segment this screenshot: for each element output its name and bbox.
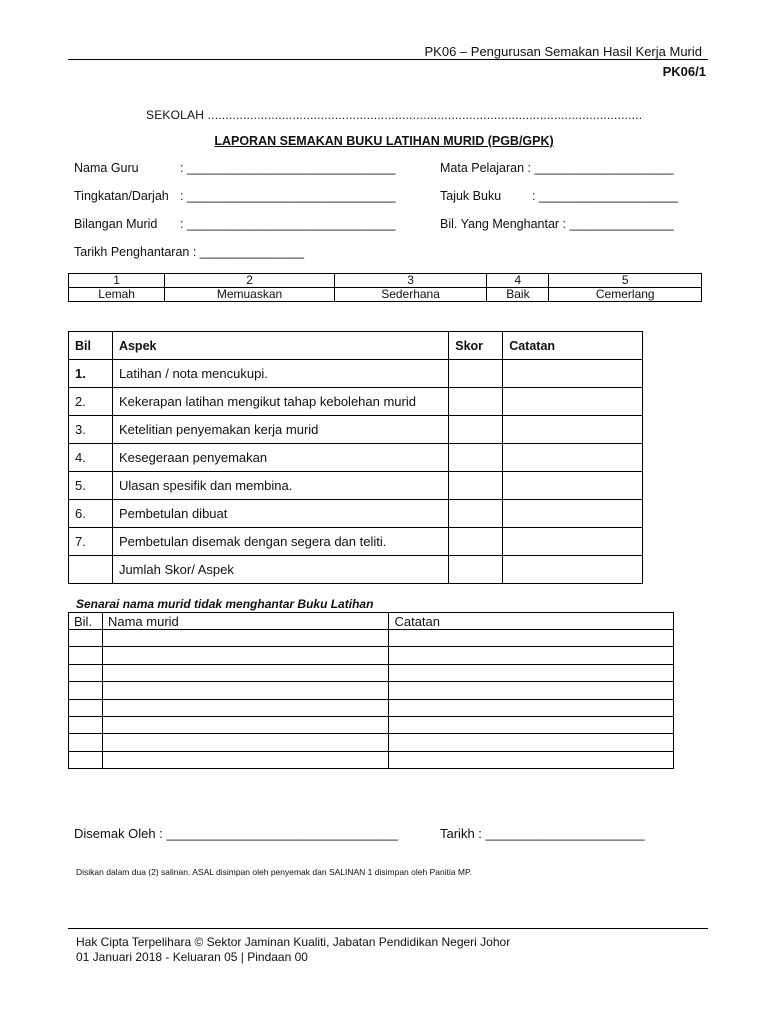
report-title: LAPORAN SEMAKAN BUKU LATIHAN MURID (PGB/GPK) [214, 134, 554, 148]
bil-menghantar-field[interactable]: Bil. Yang Menghantar : _______________ [440, 217, 674, 231]
catatan-cell[interactable] [503, 416, 643, 444]
catatan-header: Catatan [389, 613, 674, 630]
aspek-row [69, 444, 643, 472]
form-code: PK06/1 [662, 64, 706, 79]
rating-scale-table [68, 273, 702, 302]
aspek-text: Kesegeraan penyemakan [112, 444, 448, 472]
skor-cell[interactable] [449, 500, 503, 528]
footer-divider [68, 928, 708, 929]
aspek-text: Latihan / nota mencukupi. [112, 360, 448, 388]
nama-guru-field[interactable]: : ______________________________ [180, 161, 396, 175]
bilangan-murid-field[interactable]: : ______________________________ [180, 217, 396, 231]
scale-number: 4 [487, 274, 549, 288]
skor-cell[interactable] [449, 472, 503, 500]
catatan-cell[interactable] [503, 444, 643, 472]
aspek-header: Aspek [112, 332, 448, 360]
bilangan-murid-label: Bilangan Murid [74, 217, 158, 231]
bil-cell[interactable] [69, 630, 103, 647]
scale-label: Sederhana [334, 288, 487, 302]
scale-numbers-row [69, 274, 702, 288]
footer-revision: 01 Januari 2018 - Keluaran 05 | Pindaan 00 [76, 950, 308, 964]
total-catatan-cell[interactable] [503, 556, 643, 584]
nama-murid-header: Nama murid [102, 613, 388, 630]
scale-number: 3 [334, 274, 487, 288]
nama-cell[interactable] [102, 630, 388, 647]
header-divider [68, 59, 708, 60]
scale-labels-row [69, 288, 702, 302]
murid-row [69, 682, 674, 699]
catatan-cell[interactable] [503, 528, 643, 556]
nama-cell[interactable] [102, 751, 388, 768]
aspek-bil: 4. [69, 444, 113, 472]
bil-cell[interactable] [69, 699, 103, 716]
catatan-cell[interactable] [389, 647, 674, 664]
aspek-row [69, 500, 643, 528]
aspek-bil: 3. [69, 416, 113, 444]
nama-cell[interactable] [102, 682, 388, 699]
tarikh-penghantaran-field[interactable]: Tarikh Penghantaran : _______________ [74, 245, 305, 259]
aspek-text: Kekerapan latihan mengikut tahap kebolehan murid [112, 388, 448, 416]
catatan-cell[interactable] [389, 751, 674, 768]
total-skor-cell[interactable] [449, 556, 503, 584]
catatan-cell[interactable] [503, 388, 643, 416]
scale-label: Cemerlang [549, 288, 702, 302]
murid-list-title: Senarai nama murid tidak menghantar Buku Latihan [76, 597, 374, 611]
skor-header: Skor [449, 332, 503, 360]
scale-number: 1 [69, 274, 165, 288]
aspek-table [68, 331, 643, 584]
nama-cell[interactable] [102, 664, 388, 681]
nama-cell[interactable] [102, 647, 388, 664]
nama-cell[interactable] [102, 699, 388, 716]
copies-note: Disikan dalam dua (2) salinan. ASAL disimpan oleh penyemak dan SALINAN 1 disimpan oleh Panitia MP. [76, 867, 472, 877]
bil-header: Bil [69, 332, 113, 360]
aspek-text: Pembetulan disemak dengan segera dan teliti. [112, 528, 448, 556]
scale-number: 5 [549, 274, 702, 288]
scale-number: 2 [165, 274, 335, 288]
scale-label: Memuaskan [165, 288, 335, 302]
bil-cell[interactable] [69, 734, 103, 751]
catatan-cell[interactable] [503, 500, 643, 528]
skor-cell[interactable] [449, 416, 503, 444]
bil-cell[interactable] [69, 682, 103, 699]
murid-row [69, 751, 674, 768]
total-label: Jumlah Skor/ Aspek [112, 556, 448, 584]
catatan-cell[interactable] [389, 664, 674, 681]
murid-row [69, 716, 674, 733]
bil-header: Bil. [69, 613, 103, 630]
bil-cell[interactable] [69, 716, 103, 733]
aspek-row [69, 360, 643, 388]
aspek-row [69, 528, 643, 556]
murid-row [69, 699, 674, 716]
catatan-cell[interactable] [389, 699, 674, 716]
tajuk-buku-label: Tajuk Buku [440, 189, 502, 203]
murid-header-row [69, 613, 674, 630]
catatan-cell[interactable] [389, 682, 674, 699]
nama-guru-label: Nama Guru [74, 161, 139, 175]
tingkatan-label: Tingkatan/Darjah [74, 189, 169, 203]
nama-cell[interactable] [102, 734, 388, 751]
murid-row [69, 664, 674, 681]
aspek-text: Ulasan spesifik dan membina. [112, 472, 448, 500]
murid-list-table [68, 612, 674, 769]
aspek-bil: 6. [69, 500, 113, 528]
disemak-oleh-field[interactable]: Disemak Oleh : ________________________________ [74, 826, 398, 841]
catatan-header: Catatan [503, 332, 643, 360]
aspek-text: Ketelitian penyemakan kerja murid [112, 416, 448, 444]
total-row [69, 556, 643, 584]
murid-row [69, 630, 674, 647]
aspek-row [69, 472, 643, 500]
tajuk-buku-field[interactable]: : ____________________ [532, 189, 678, 203]
skor-cell[interactable] [449, 388, 503, 416]
murid-row [69, 734, 674, 751]
mata-pelajaran-field[interactable]: Mata Pelajaran : ____________________ [440, 161, 674, 175]
aspek-bil: 1. [69, 360, 113, 388]
aspek-bil: 2. [69, 388, 113, 416]
catatan-cell[interactable] [389, 734, 674, 751]
aspek-header-row [69, 332, 643, 360]
footer-copyright: Hak Cipta Terpelihara © Sektor Jaminan Kualiti, Jabatan Pendidikan Negeri Johor [76, 935, 511, 949]
skor-cell[interactable] [449, 528, 503, 556]
aspek-row [69, 388, 643, 416]
total-bil-empty [69, 556, 113, 584]
bil-cell[interactable] [69, 664, 103, 681]
aspek-bil: 5. [69, 472, 113, 500]
aspek-row [69, 416, 643, 444]
murid-row [69, 647, 674, 664]
aspek-bil: 7. [69, 528, 113, 556]
catatan-cell[interactable] [389, 630, 674, 647]
school-line: SEKOLAH ........................................................................................................................... [146, 108, 643, 122]
bil-cell[interactable] [69, 647, 103, 664]
catatan-cell[interactable] [503, 472, 643, 500]
tarikh-field[interactable]: Tarikh : ______________________ [440, 826, 645, 841]
document-header-title: PK06 – Pengurusan Semakan Hasil Kerja Murid [424, 44, 702, 59]
skor-cell[interactable] [449, 360, 503, 388]
tingkatan-field[interactable]: : ______________________________ [180, 189, 396, 203]
skor-cell[interactable] [449, 444, 503, 472]
scale-label: Baik [487, 288, 549, 302]
nama-cell[interactable] [102, 716, 388, 733]
bil-cell[interactable] [69, 751, 103, 768]
aspek-text: Pembetulan dibuat [112, 500, 448, 528]
scale-label: Lemah [69, 288, 165, 302]
catatan-cell[interactable] [503, 360, 643, 388]
catatan-cell[interactable] [389, 716, 674, 733]
